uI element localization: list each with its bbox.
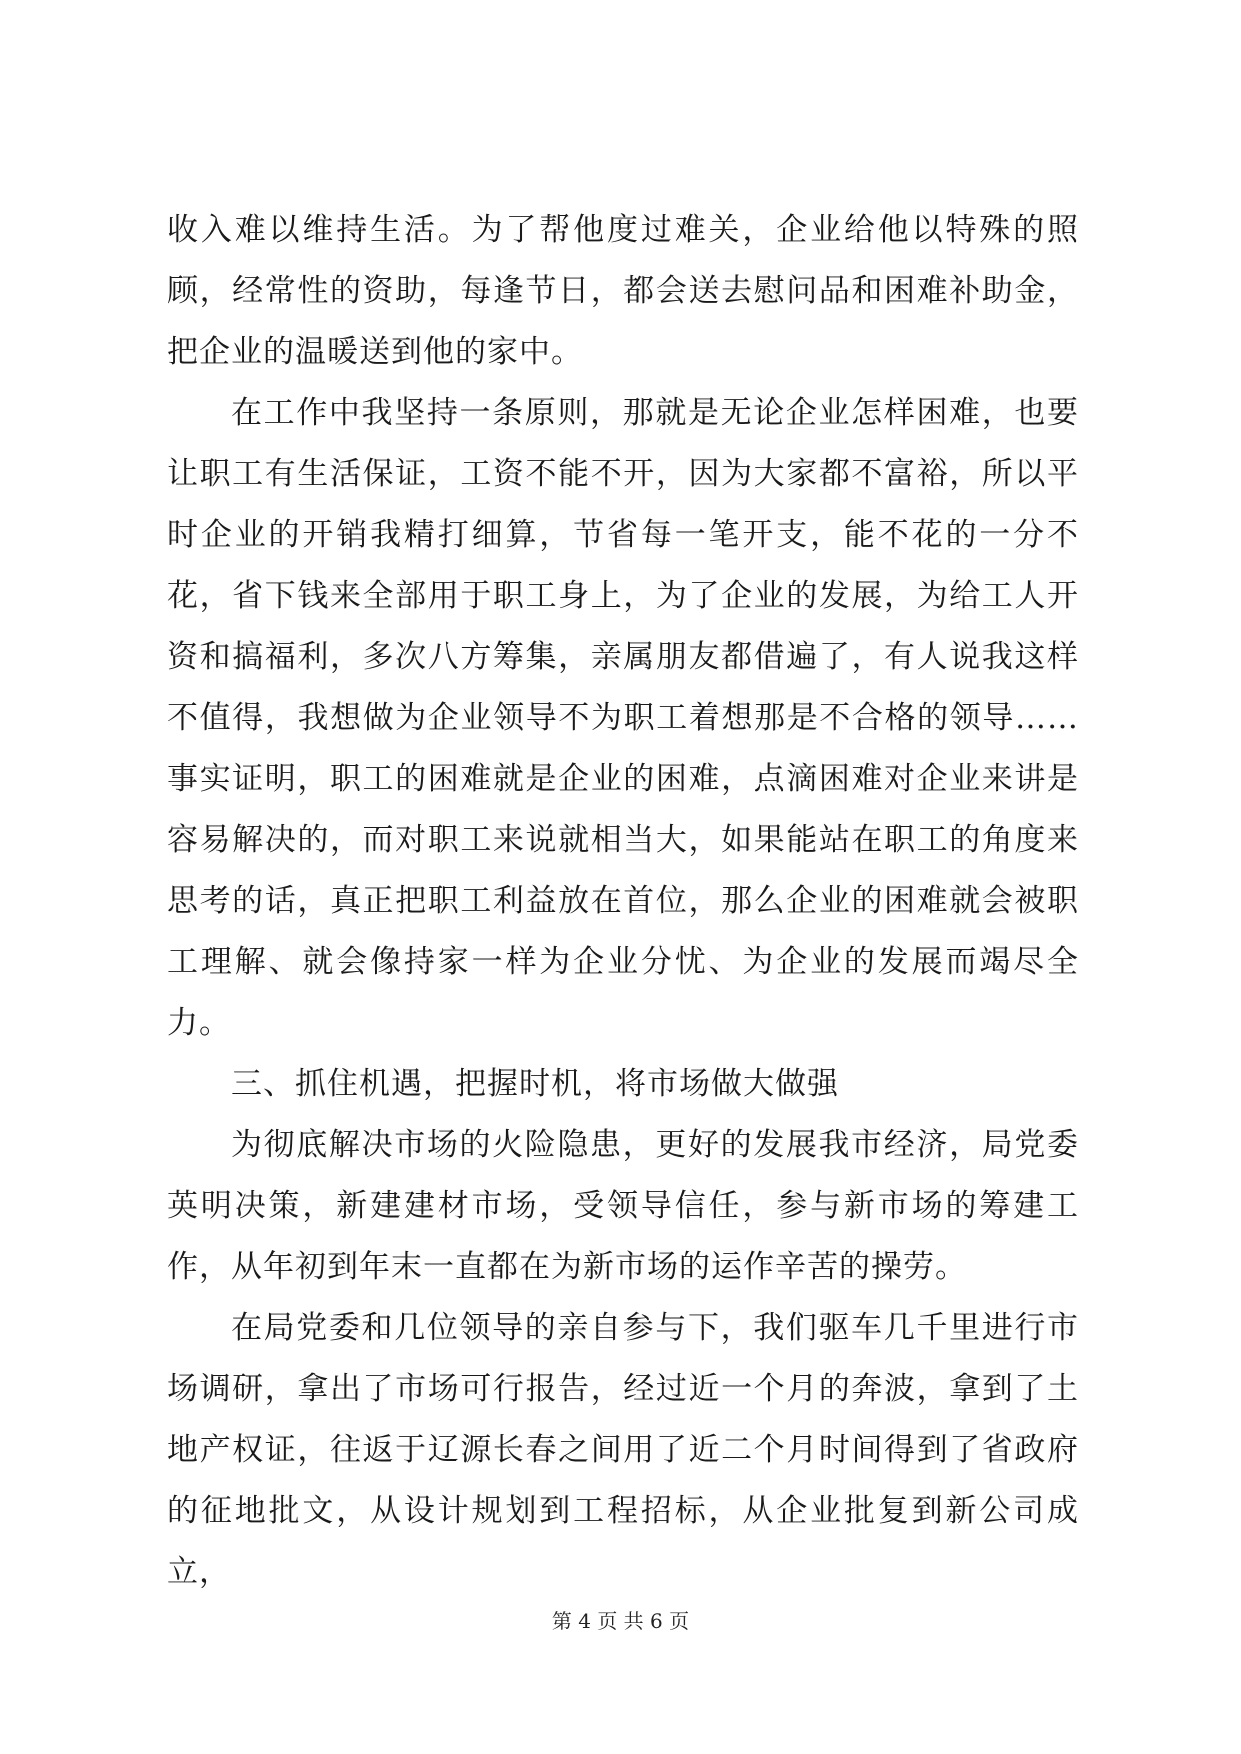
paragraph-3: 为彻底解决市场的火险隐患，更好的发展我市经济，局党委英明决策，新建建材市场，受领导信任，参与新市场的筹建工作，从年初到年末一直都在为新市场的运作辛苦的操劳。 xyxy=(167,1127,1079,1285)
section-heading: 三、抓住机遇，把握时机，将市场做大做强 xyxy=(231,1066,839,1102)
paragraph-4: 在局党委和几位领导的亲自参与下，我们驱车几千里进行市场调研，拿出了市场可行报告，经过近一个月的奔波，拿到了土地产权证，往返于辽源长春之间用了近二个月时间得到了省政府的征地批文，从设计规划到工程招标，从企业批复到新公司成立， xyxy=(167,1310,1079,1590)
paragraph-2: 在工作中我坚持一条原则，那就是无论企业怎样困难，也要让职工有生活保证，工资不能不开，因为大家都不富裕，所以平时企业的开销我精打细算，节省每一笔开支，能不花的一分不花，省下钱来全部用于职工身上，为了企业的发展，为给工人开资和搞福利，多次八方筹集，亲属朋友都借遍了，有人说我这样不值得，我想做为企业领导不为职工着想那是不合格的领导……事实证明，职工的困难就是企业的困难，点滴困难对企业来讲是容易解决的，而对职工来说就相当大，如果能站在职工的角度来思考的话，真正把职工利益放在首位，那么企业的困难就会被职工理解、就会像持家一样为企业分忧、为企业的发展而竭尽全力。 xyxy=(167,395,1079,1041)
document-body xyxy=(167,200,1079,1603)
page-footer: 第 4 页 共 6 页 xyxy=(551,1609,690,1633)
paragraph-1: 收入难以维持生活。为了帮他度过难关，企业给他以特殊的照顾，经常性的资助，每逢节日，都会送去慰问品和困难补助金，把企业的温暖送到他的家中。 xyxy=(167,212,1079,370)
